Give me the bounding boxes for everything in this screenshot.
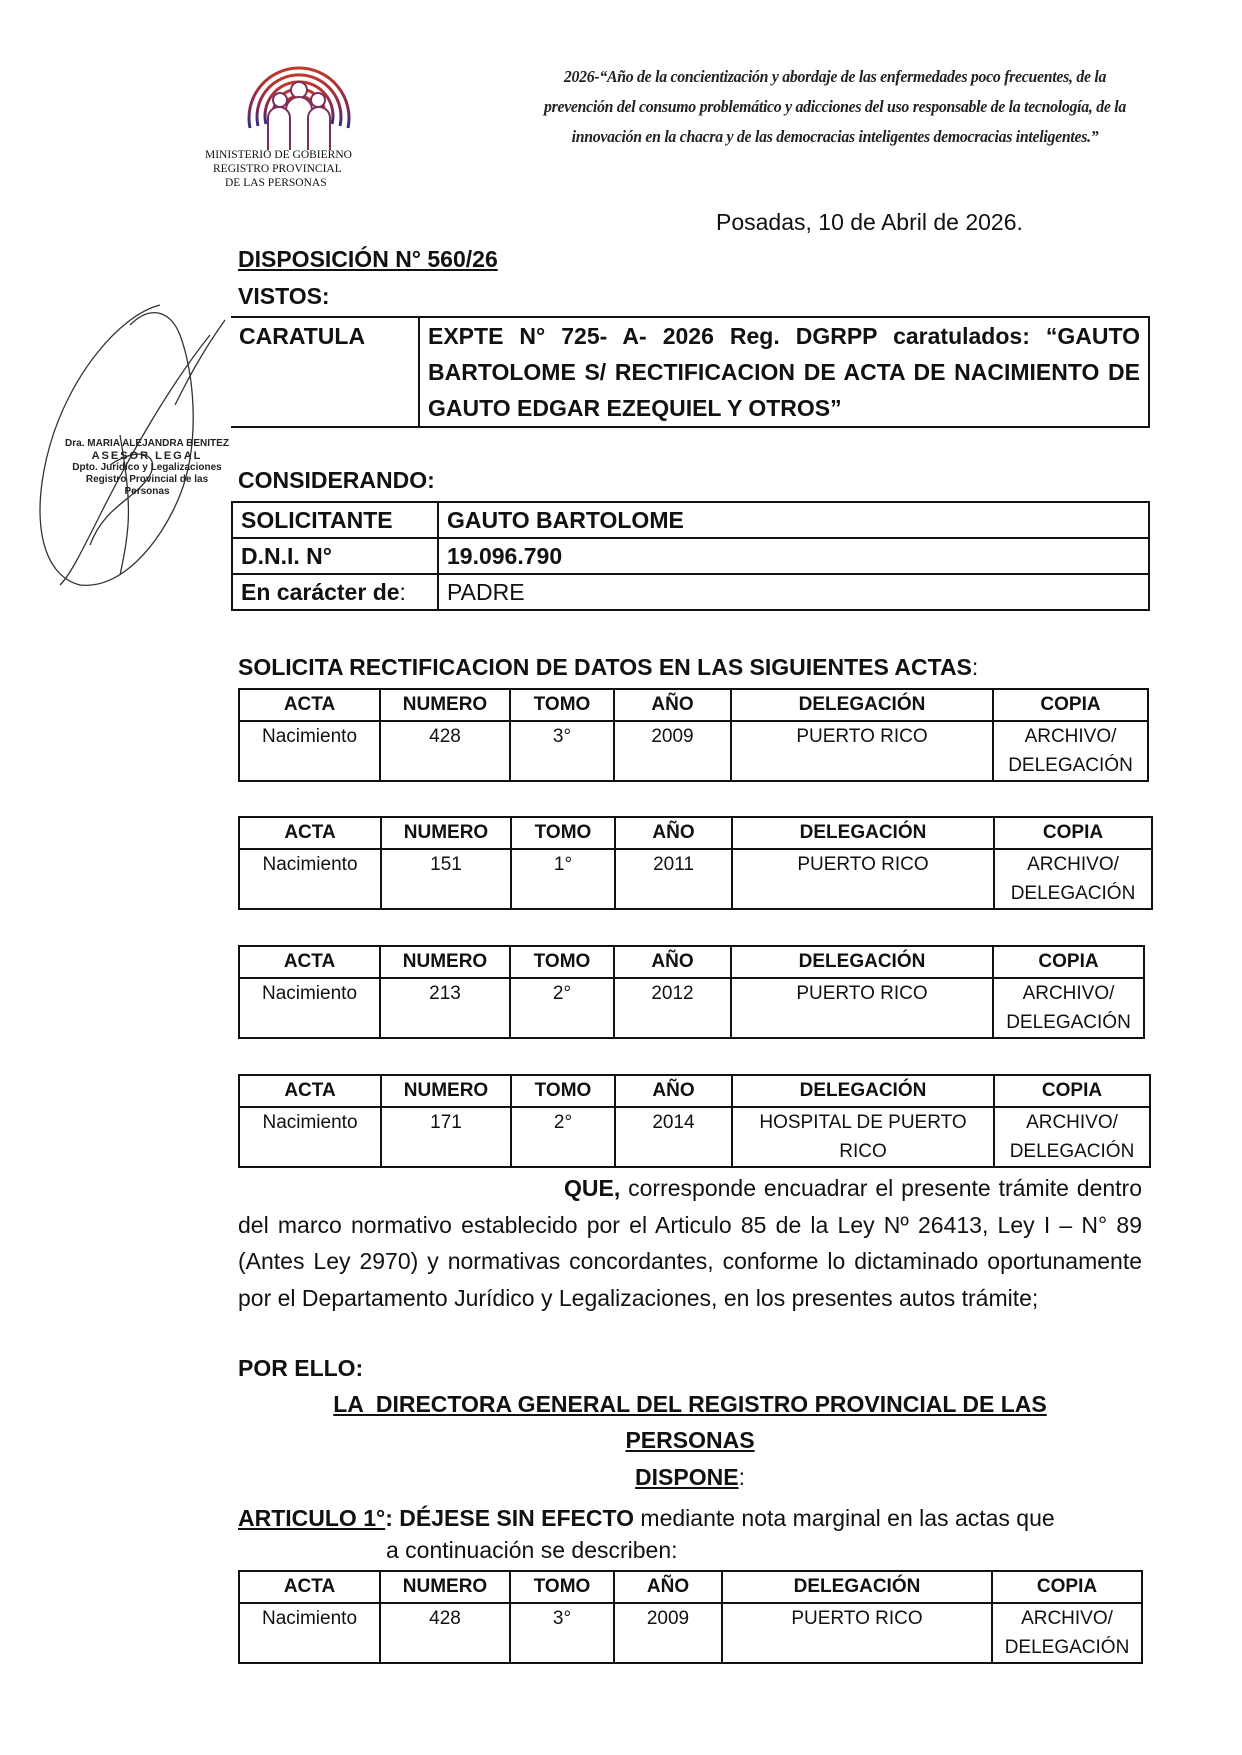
header-acta: ACTA: [239, 689, 380, 721]
table-header-row: [239, 1075, 1150, 1107]
header-numero: NUMERO: [380, 946, 510, 978]
acta-table: [238, 945, 1145, 1039]
vistos-label: VISTOS:: [238, 283, 330, 309]
header-delegacion: DELEGACIÓN: [732, 817, 994, 849]
cell-copia: ARCHIVO/ DELEGACIÓN: [993, 978, 1144, 1038]
cell-copia: ARCHIVO/ DELEGACIÓN: [994, 1107, 1150, 1167]
caracter-label: [232, 574, 438, 610]
cell-anio: 2014: [615, 1107, 732, 1167]
cell-acta: Nacimiento: [239, 721, 380, 781]
cell-delegacion: PUERTO RICO: [722, 1603, 992, 1663]
dni-label: D.N.I. N°: [232, 538, 438, 574]
solicitante-label: SOLICITANTE: [232, 502, 438, 538]
disposition-title: DISPOSICIÓN N° 560/26: [238, 246, 498, 272]
header-tomo: TOMO: [510, 689, 614, 721]
table-header-row: [239, 817, 1152, 849]
cell-numero: 428: [380, 721, 510, 781]
stamp-line: Dpto. Jurídico y Legalizaciones: [72, 462, 222, 473]
cell-tomo: 3°: [510, 1603, 614, 1663]
table-header-row: [239, 1571, 1142, 1603]
header-delegacion: DELEGACIÓN: [732, 1075, 994, 1107]
cell-delegacion: PUERTO RICO: [732, 849, 994, 909]
caratula-label: CARATULA: [231, 317, 419, 427]
header-copia: COPIA: [992, 1571, 1142, 1603]
table-header-row: [239, 946, 1144, 978]
cell-anio: 2009: [614, 721, 731, 781]
header-numero: NUMERO: [380, 1571, 510, 1603]
dispone-heading: [238, 1459, 1142, 1496]
header-anio: AÑO: [615, 1075, 732, 1107]
table-row: [239, 978, 1144, 1038]
header-tomo: TOMO: [511, 817, 615, 849]
header-anio: AÑO: [614, 689, 731, 721]
articulo-1-cont: a continuación se describen:: [386, 1537, 678, 1563]
ministry-name: [205, 148, 395, 190]
acta-table: [238, 816, 1153, 910]
header-copia: COPIA: [993, 946, 1144, 978]
header-acta: ACTA: [239, 946, 380, 978]
table-row: [232, 538, 1149, 574]
articulo-text: mediante nota marginal en las actas que: [634, 1505, 1055, 1531]
cell-delegacion: PUERTO RICO: [731, 978, 993, 1038]
acta-table: [238, 1074, 1151, 1168]
header-tomo: TOMO: [510, 946, 614, 978]
fingerprint-people-logo: [240, 38, 358, 152]
motto-line: 2026-“Año de la concientización y abordaje de las enfermedades poco frecuentes, de la: [563, 67, 1107, 86]
ministry-line: REGISTRO PROVINCIAL: [213, 163, 342, 175]
header-copia: COPIA: [993, 689, 1148, 721]
directora-heading-2: PERSONAS: [625, 1427, 755, 1453]
table-header-row: [239, 689, 1148, 721]
cell-copia: ARCHIVO/ DELEGACIÓN: [992, 1603, 1142, 1663]
header-anio: AÑO: [615, 817, 732, 849]
header-copia: COPIA: [994, 1075, 1150, 1107]
header-numero: NUMERO: [381, 1075, 511, 1107]
table-row: [239, 1603, 1142, 1663]
colon: :: [385, 1505, 400, 1531]
table-row: [239, 721, 1148, 781]
colon: :: [399, 579, 406, 605]
dni-value: 19.096.790: [438, 538, 1149, 574]
que-lead: QUE,: [564, 1175, 621, 1201]
cell-numero: 213: [380, 978, 510, 1038]
solicitante-table: [231, 501, 1150, 611]
table-row: [239, 849, 1152, 909]
dispone-text: DISPONE: [635, 1464, 739, 1490]
ministry-line: DE LAS PERSONAS: [225, 177, 327, 189]
cell-numero: 171: [381, 1107, 511, 1167]
colon: :: [971, 654, 979, 680]
cell-numero: 428: [380, 1603, 510, 1663]
header-anio: AÑO: [614, 946, 731, 978]
solicitante-value: GAUTO BARTOLOME: [438, 502, 1149, 538]
header-delegacion: DELEGACIÓN: [722, 1571, 992, 1603]
header-tomo: TOMO: [510, 1571, 614, 1603]
table-row: [232, 502, 1149, 538]
header-acta: ACTA: [239, 1075, 381, 1107]
caracter-value: PADRE: [438, 574, 1149, 610]
header-numero: NUMERO: [380, 689, 510, 721]
header-delegacion: DELEGACIÓN: [731, 946, 993, 978]
cell-copia: ARCHIVO/ DELEGACIÓN: [994, 849, 1152, 909]
cell-tomo: 2°: [510, 978, 614, 1038]
header-numero: NUMERO: [381, 817, 511, 849]
legal-advisor-stamp: [62, 438, 232, 498]
header-delegacion: DELEGACIÓN: [731, 689, 993, 721]
cell-numero: 151: [381, 849, 511, 909]
cell-anio: 2012: [614, 978, 731, 1038]
header-acta: ACTA: [239, 1571, 380, 1603]
caracter-label-text: En carácter de: [241, 579, 400, 605]
year-motto: [528, 62, 1142, 152]
ministry-line: MINISTERIO DE GOBIERNO: [205, 149, 352, 161]
cell-delegacion: PUERTO RICO: [731, 721, 993, 781]
articulo-bold: DÉJESE SIN EFECTO: [399, 1505, 635, 1531]
cell-tomo: 2°: [511, 1107, 615, 1167]
stamp-line: ASESOR LEGAL: [91, 450, 203, 462]
motto-line: innovación en la chacra y de las democracias inteligentes democracias inteligentes.”: [571, 127, 1099, 146]
header-tomo: TOMO: [511, 1075, 615, 1107]
header-anio: AÑO: [614, 1571, 722, 1603]
header-copia: COPIA: [994, 817, 1152, 849]
que-paragraph: [238, 1170, 1142, 1316]
articulo-label: ARTICULO 1°: [238, 1505, 386, 1531]
caratula-table: [231, 316, 1150, 428]
solicita-heading: [238, 649, 978, 686]
cell-tomo: 3°: [510, 721, 614, 781]
que-text: corresponde encuadrar el presente trámite dentro del marco normativo establecido por el Articulo 85 de la Ley Nº 26413, Ley I – N° 89 (Antes Ley 2970) y normativas concordantes, conforme lo dictaminado oportunamente por el Departamento Jurídico y Legalizaciones, en los presentes autos trámite;: [238, 1175, 1142, 1311]
cell-delegacion: HOSPITAL DE PUERTO RICO: [732, 1107, 994, 1167]
cell-copia: ARCHIVO/ DELEGACIÓN: [993, 721, 1148, 781]
cell-acta: Nacimiento: [239, 978, 380, 1038]
cell-anio: 2009: [614, 1603, 722, 1663]
date-line: Posadas, 10 de Abril de 2026.: [716, 209, 1023, 235]
stamp-line: Dra. MARIA ALEJANDRA BENITEZ: [65, 438, 229, 449]
cell-acta: Nacimiento: [239, 1107, 381, 1167]
cell-acta: Nacimiento: [239, 1603, 380, 1663]
colon: :: [738, 1464, 745, 1490]
articulo-acta-table: [238, 1570, 1143, 1664]
directora-heading: LA DIRECTORA GENERAL DEL REGISTRO PROVINCIAL DE LAS: [333, 1391, 1047, 1417]
table-row: [232, 574, 1149, 610]
cell-acta: Nacimiento: [239, 849, 381, 909]
considerando-label: CONSIDERANDO:: [238, 467, 435, 493]
motto-line: prevención del consumo problemático y adicciones del uso responsable de la tecnología, de la: [543, 97, 1127, 116]
caratula-value: EXPTE N° 725- A- 2026 Reg. DGRPP caratulados: “GAUTO BARTOLOME S/ RECTIFICACION DE ACTA DE NACIMIENTO DE GAUTO EDGAR EZEQUIEL Y OTROS”: [419, 317, 1149, 427]
por-ello-label: POR ELLO:: [238, 1355, 364, 1381]
solicita-heading-text: SOLICITA RECTIFICACION DE DATOS EN LAS SIGUIENTES ACTAS: [238, 654, 972, 680]
stamp-line: Registro Provincial de las Personas: [85, 474, 209, 497]
articulo-1: [238, 1500, 1148, 1537]
header-acta: ACTA: [239, 817, 381, 849]
table-row: [239, 1107, 1150, 1167]
cell-anio: 2011: [615, 849, 732, 909]
cell-tomo: 1°: [511, 849, 615, 909]
acta-table: [238, 688, 1149, 782]
